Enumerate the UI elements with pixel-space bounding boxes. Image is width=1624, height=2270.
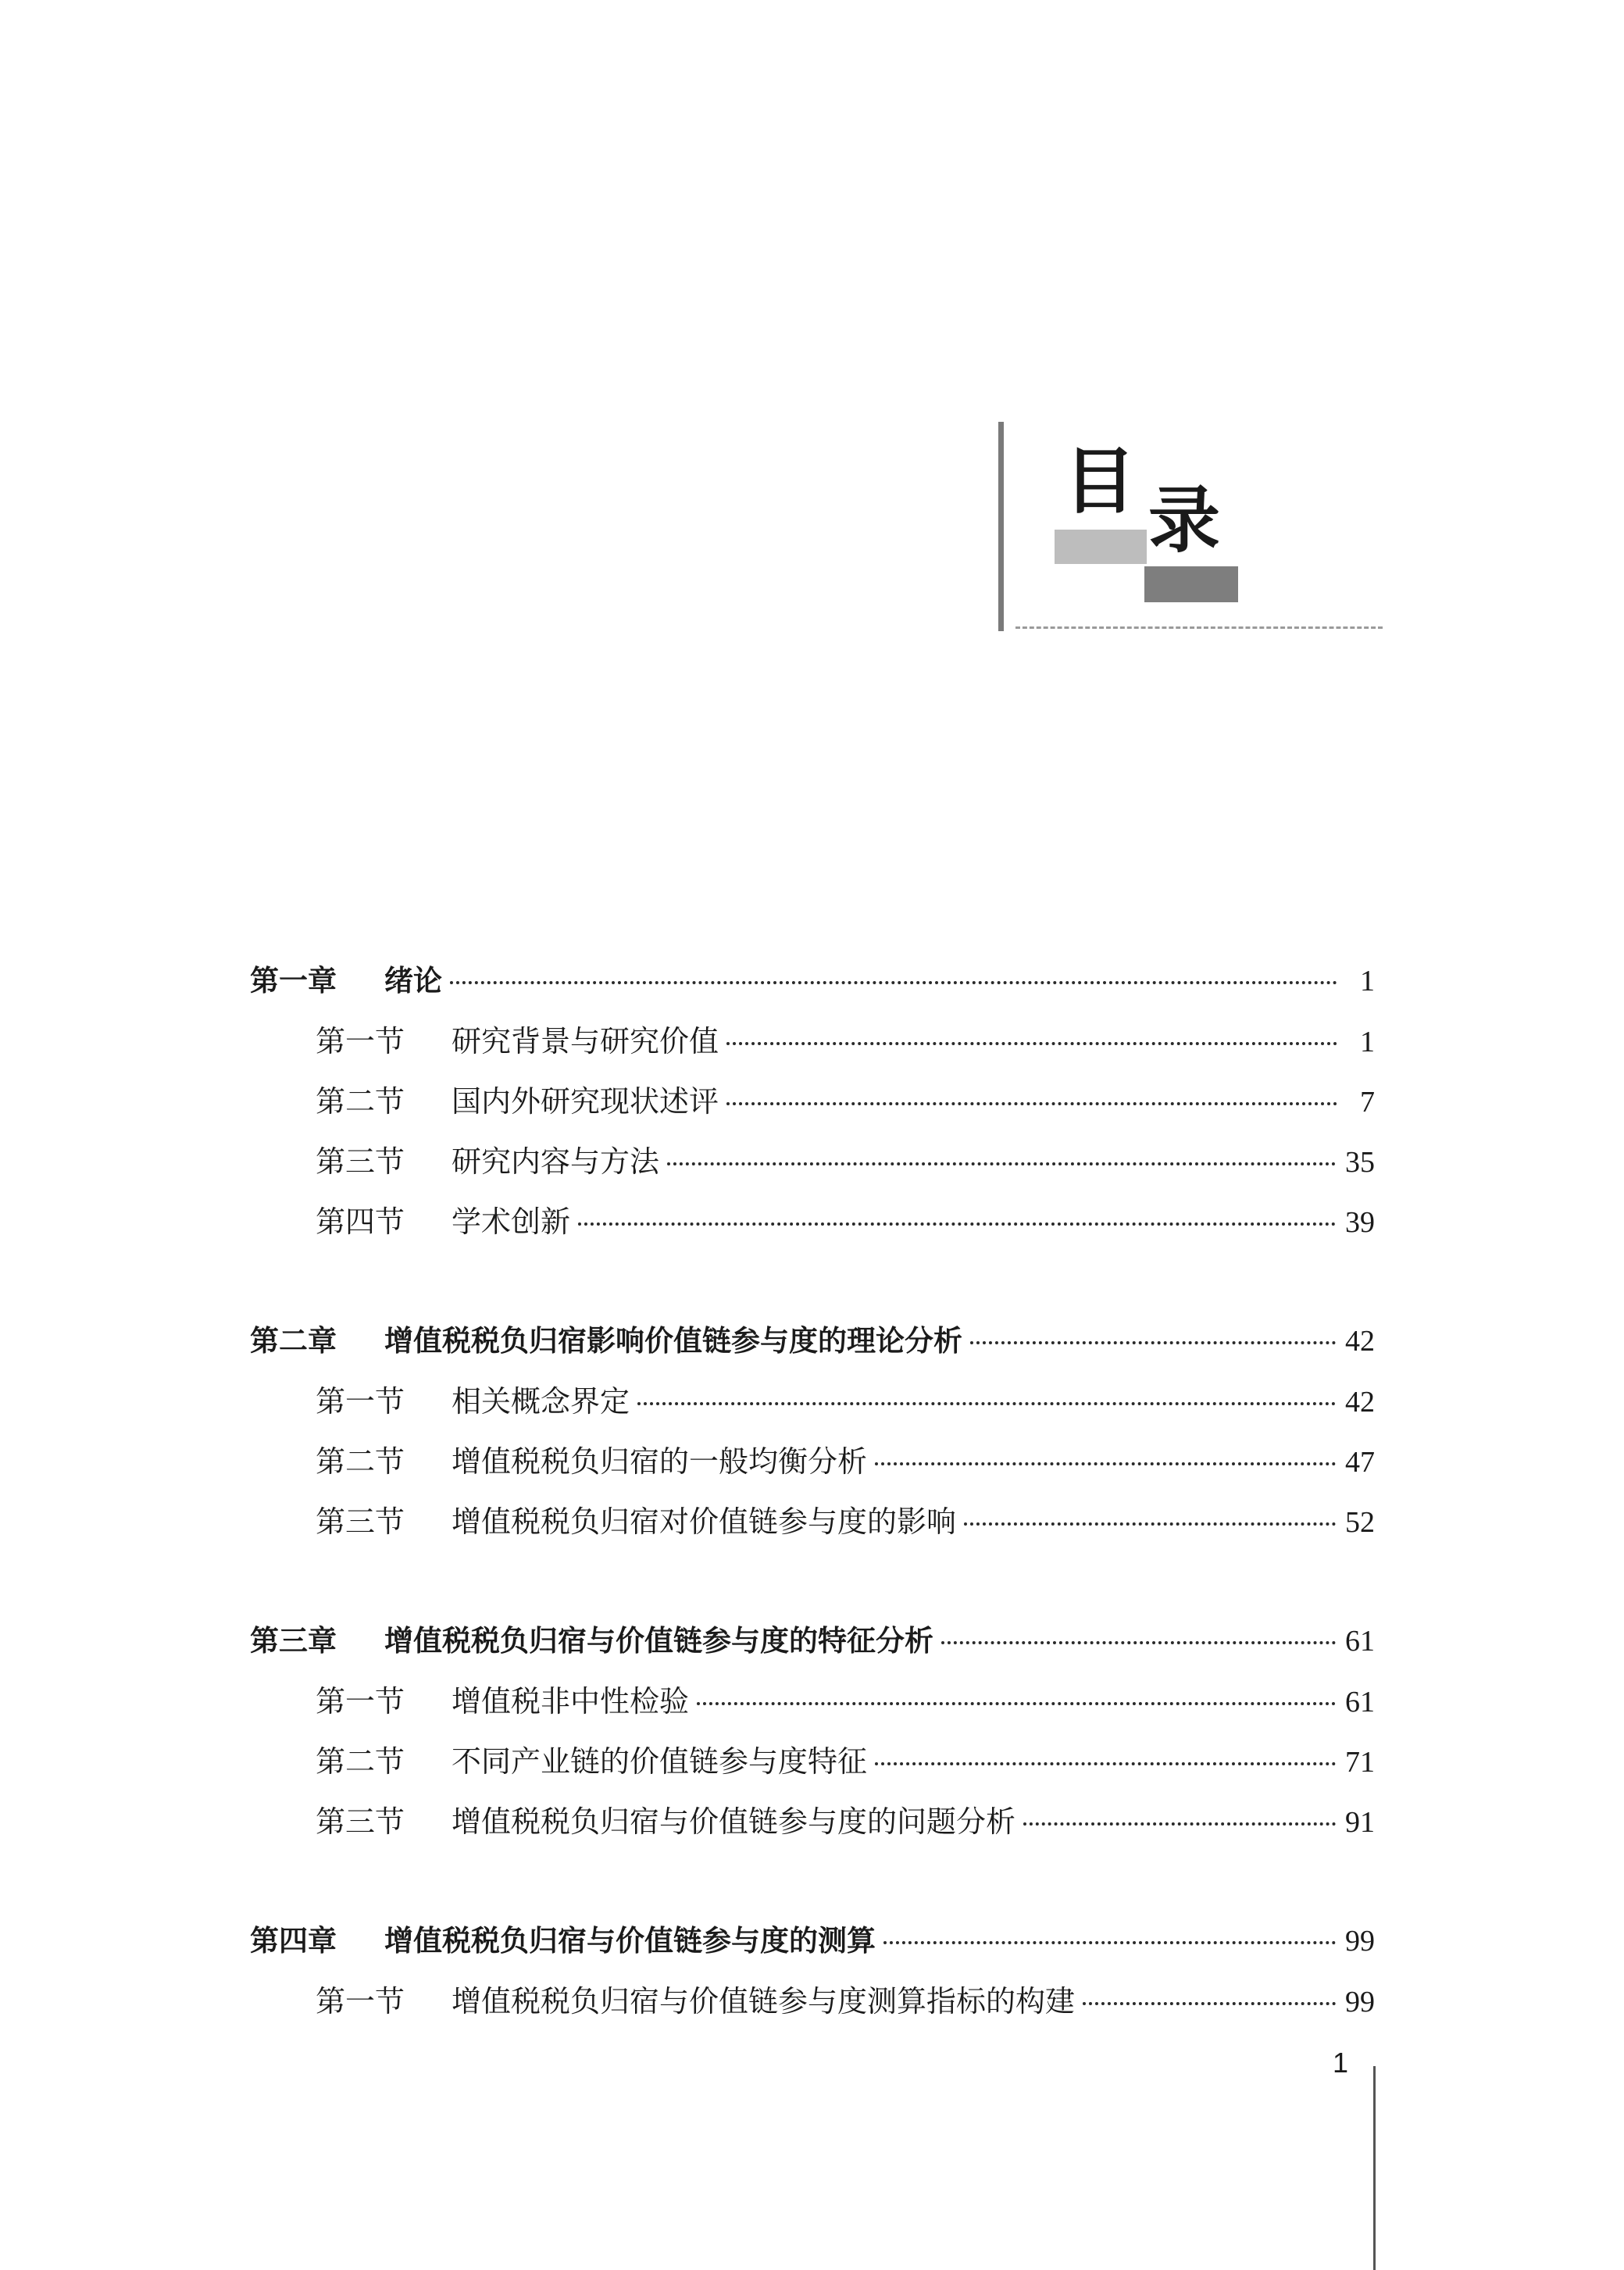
folio-vertical-rule <box>1373 2066 1376 2270</box>
leader-dots <box>578 1222 1336 1226</box>
section-title: 增值税税负归宿与价值链参与度的问题分析 <box>452 1804 1016 1839</box>
leader-dots <box>726 1102 1337 1105</box>
toc-section-entry[interactable] <box>250 1677 1375 1737</box>
heading-vertical-rule <box>998 422 1004 631</box>
page-number: 99 <box>1345 1925 1375 1958</box>
section-number: 第三节 <box>316 1504 405 1539</box>
leader-dots <box>1023 1822 1336 1826</box>
chapter-title: 绪论 <box>384 964 442 998</box>
toc-section-entry[interactable] <box>250 1737 1375 1797</box>
toc-chapter-entry[interactable] <box>250 957 1375 1017</box>
page-number: 7 <box>1360 1086 1375 1119</box>
heading-light-block <box>1055 530 1147 564</box>
section-title: 学术创新 <box>452 1205 571 1239</box>
chapter-3 <box>250 1617 1375 1858</box>
page-number: 61 <box>1345 1686 1375 1719</box>
page-number: 42 <box>1345 1325 1375 1358</box>
section-title: 增值税税负归宿与价值链参与度测算指标的构建 <box>452 1984 1076 2018</box>
toc-section-entry[interactable] <box>250 1197 1375 1258</box>
page-number: 35 <box>1345 1146 1375 1179</box>
toc-section-entry[interactable] <box>250 1797 1375 1858</box>
section-number: 第一节 <box>316 1984 405 2018</box>
section-title: 增值税非中性检验 <box>452 1684 690 1719</box>
section-number: 第四节 <box>316 1205 405 1239</box>
toc-section-entry[interactable] <box>250 1377 1375 1437</box>
chapter-title: 增值税税负归宿影响价值链参与度的理论分析 <box>384 1324 962 1358</box>
page-number: 47 <box>1345 1446 1375 1479</box>
section-number: 第二节 <box>316 1444 405 1479</box>
chapter-4 <box>250 1917 1375 2037</box>
section-number: 第一节 <box>316 1384 405 1419</box>
page-number: 1 <box>1360 965 1375 998</box>
table-of-contents <box>250 957 1375 2097</box>
page-number: 52 <box>1345 1506 1375 1539</box>
leader-dots <box>941 1641 1336 1644</box>
toc-section-entry[interactable] <box>250 1137 1375 1197</box>
toc-section-entry[interactable] <box>250 1017 1375 1077</box>
chapter-2 <box>250 1317 1375 1558</box>
heading-char-1: 目 <box>1064 439 1137 523</box>
leader-dots <box>697 1702 1336 1705</box>
chapter-number: 第三章 <box>250 1624 337 1658</box>
page-number: 71 <box>1345 1746 1375 1779</box>
chapter-title: 增值税税负归宿与价值链参与度的测算 <box>384 1924 876 1958</box>
section-title: 研究内容与方法 <box>452 1144 660 1179</box>
section-title: 相关概念界定 <box>452 1384 630 1419</box>
toc-section-entry[interactable] <box>250 1497 1375 1558</box>
page-number: 42 <box>1345 1386 1375 1419</box>
section-number: 第二节 <box>316 1744 405 1779</box>
section-title: 不同产业链的价值链参与度特征 <box>452 1744 868 1779</box>
leader-dots <box>970 1341 1336 1344</box>
chapter-number: 第一章 <box>250 964 337 998</box>
leader-dots <box>883 1941 1336 1944</box>
toc-section-entry[interactable] <box>250 1437 1375 1497</box>
section-title: 国内外研究现状述评 <box>452 1084 719 1119</box>
section-number: 第三节 <box>316 1144 405 1179</box>
leader-dots <box>875 1762 1336 1765</box>
chapter-title: 增值税税负归宿与价值链参与度的特征分析 <box>384 1624 933 1658</box>
toc-heading <box>992 422 1383 633</box>
section-number: 第一节 <box>316 1684 405 1719</box>
leader-dots <box>875 1462 1336 1465</box>
toc-section-entry[interactable] <box>250 1977 1375 2037</box>
heading-dark-block <box>1144 566 1238 602</box>
leader-dots <box>964 1522 1336 1526</box>
section-number: 第二节 <box>316 1084 405 1119</box>
toc-chapter-entry[interactable] <box>250 1917 1375 1977</box>
section-title: 增值税税负归宿对价值链参与度的影响 <box>452 1504 957 1539</box>
folio-page-number: 1 <box>1333 2047 1349 2079</box>
toc-chapter-entry[interactable] <box>250 1317 1375 1377</box>
leader-dots <box>667 1162 1336 1165</box>
leader-dots <box>726 1042 1337 1045</box>
page-number: 61 <box>1345 1625 1375 1658</box>
heading-dashed-rule <box>1015 626 1383 629</box>
heading-char-2: 录 <box>1148 478 1221 562</box>
section-number: 第一节 <box>316 1024 405 1058</box>
chapter-number: 第四章 <box>250 1924 337 1958</box>
page-number: 39 <box>1345 1206 1375 1239</box>
section-number: 第三节 <box>316 1804 405 1839</box>
section-title: 研究背景与研究价值 <box>452 1024 719 1058</box>
toc-chapter-entry[interactable] <box>250 1617 1375 1677</box>
page-number: 1 <box>1360 1026 1375 1058</box>
leader-dots <box>1083 2002 1336 2005</box>
chapter-number: 第二章 <box>250 1324 337 1358</box>
chapter-1 <box>250 957 1375 1258</box>
leader-dots <box>637 1402 1336 1405</box>
leader-dots <box>450 981 1337 984</box>
section-title: 增值税税负归宿的一般均衡分析 <box>452 1444 868 1479</box>
page-number: 91 <box>1345 1806 1375 1839</box>
toc-section-entry[interactable] <box>250 1077 1375 1137</box>
page-number: 99 <box>1345 1986 1375 2018</box>
